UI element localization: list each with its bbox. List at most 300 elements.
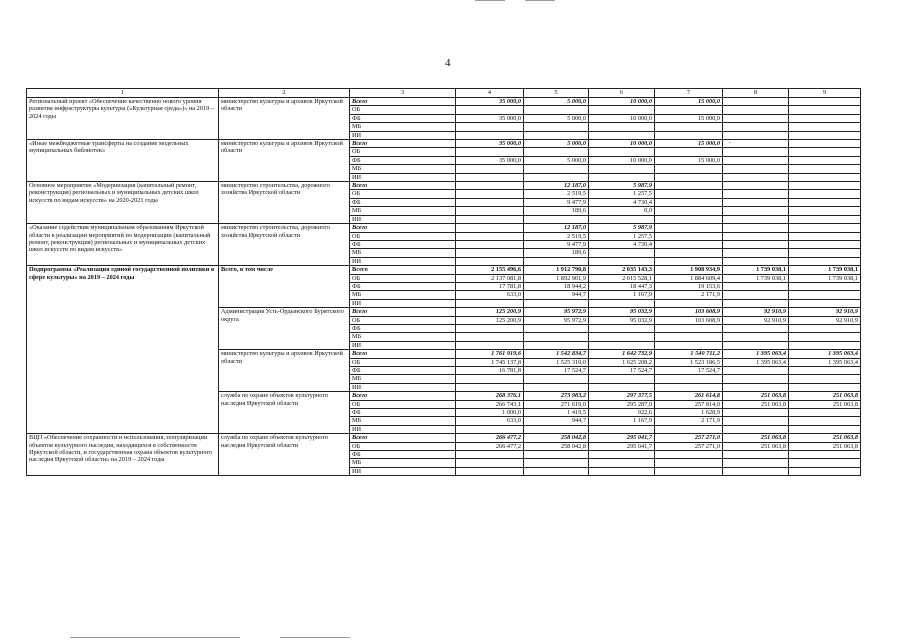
value-cell: [524, 165, 589, 173]
value-cell: [789, 123, 861, 131]
value-cell: 16 781,8: [456, 367, 524, 375]
value-cell: [655, 257, 723, 265]
value-cell: [524, 333, 589, 341]
value-cell: [456, 207, 524, 215]
source-label-cell: ФБ: [350, 240, 456, 248]
budget-table-body: [27, 89, 861, 476]
value-cell: 5 000,0: [524, 114, 589, 122]
source-label-cell: МБ: [350, 375, 456, 383]
source-label-cell: Всего: [350, 350, 456, 358]
value-cell: [789, 207, 861, 215]
source-label-cell: Всего: [350, 182, 456, 190]
value-cell: 258 042,8: [524, 442, 589, 450]
value-cell: 257 271,0: [655, 434, 723, 442]
value-cell: [456, 425, 524, 433]
value-cell: [723, 165, 789, 173]
source-label-cell: ИИ: [350, 383, 456, 391]
header-row: [27, 89, 861, 98]
value-cell: [789, 198, 861, 206]
executor-cell: министерство культуры и архивов Иркутской области: [219, 140, 350, 182]
value-cell: [524, 459, 589, 467]
value-cell: 1 000,0: [456, 409, 524, 417]
source-label-cell: МБ: [350, 249, 456, 257]
table-row: [27, 98, 861, 106]
budget-table: [26, 88, 861, 476]
scan-mark-bottom: [280, 637, 350, 638]
value-cell: 251 063,8: [723, 392, 789, 400]
source-label-cell: Всего: [350, 224, 456, 232]
value-cell: 15 000,0: [655, 156, 723, 164]
value-cell: 10 000,0: [589, 140, 655, 148]
value-cell: [655, 425, 723, 433]
source-label-cell: ФБ: [350, 451, 456, 459]
value-cell: 1 745 137,8: [456, 358, 524, 366]
value-cell: 273 983,2: [524, 392, 589, 400]
value-cell: [723, 123, 789, 131]
value-cell: [789, 409, 861, 417]
source-label-cell: ФБ: [350, 409, 456, 417]
source-label-cell: ИИ: [350, 173, 456, 181]
value-cell: [589, 467, 655, 475]
value-cell: 1 908 934,9: [655, 266, 723, 274]
value-cell: [456, 224, 524, 232]
value-cell: 125 200,9: [456, 316, 524, 324]
value-cell: [456, 173, 524, 181]
value-cell: [789, 341, 861, 349]
value-cell: [723, 232, 789, 240]
value-cell: [589, 333, 655, 341]
value-cell: 297 377,5: [589, 392, 655, 400]
source-label-cell: ОБ: [350, 358, 456, 366]
source-label-cell: МБ: [350, 459, 456, 467]
value-cell: [655, 299, 723, 307]
header-cell: 8: [723, 89, 789, 98]
value-cell: 1 739 038,1: [789, 266, 861, 274]
value-cell: [655, 324, 723, 332]
value-cell: 95 972,9: [524, 308, 589, 316]
table-row: [27, 182, 861, 190]
value-cell: 5 000,0: [524, 98, 589, 106]
value-cell: 95 972,9: [524, 316, 589, 324]
value-cell: [456, 215, 524, 223]
value-cell: 1 761 919,6: [456, 350, 524, 358]
value-cell: 103 608,9: [655, 308, 723, 316]
value-cell: 251 063,8: [789, 392, 861, 400]
value-cell: [524, 383, 589, 391]
scan-mark-bottom: [70, 637, 240, 638]
value-cell: 92 910,9: [789, 316, 861, 324]
executor-cell: министерство строительства, дорожного хозяйства Иркутской области: [219, 224, 350, 266]
header-cell: 7: [655, 89, 723, 98]
value-cell: [723, 182, 789, 190]
value-cell: [589, 299, 655, 307]
header-cell: 6: [589, 89, 655, 98]
value-cell: [789, 459, 861, 467]
value-cell: 17 524,7: [655, 367, 723, 375]
source-label-cell: МБ: [350, 165, 456, 173]
value-cell: 5 987,9: [589, 224, 655, 232]
value-cell: [789, 240, 861, 248]
value-cell: [456, 324, 524, 332]
value-cell: 1 542 834,7: [524, 350, 589, 358]
source-label-cell: ФБ: [350, 324, 456, 332]
value-cell: [524, 324, 589, 332]
value-cell: [789, 140, 861, 148]
source-label-cell: МБ: [350, 207, 456, 215]
scan-mark-top: [475, 0, 505, 1]
source-label-cell: МБ: [350, 417, 456, 425]
value-cell: [723, 173, 789, 181]
value-cell: [524, 106, 589, 114]
value-cell: [589, 148, 655, 156]
value-cell: [789, 451, 861, 459]
value-cell: [723, 98, 789, 106]
value-cell: [655, 182, 723, 190]
value-cell: 95 032,9: [589, 308, 655, 316]
value-cell: [589, 165, 655, 173]
program-name-cell: «Оказание содействия муниципальным образованиям Иркутской области в реализации мероприятий по модернизации (капитальный ремонт, реконструкция) региональных и муниципальных детских школ искусств по видам искусств»: [27, 224, 219, 266]
value-cell: 5 987,9: [589, 182, 655, 190]
value-cell: 95 032,9: [589, 316, 655, 324]
table-row: [27, 266, 861, 274]
value-cell: 251 063,8: [723, 442, 789, 450]
value-cell: [456, 240, 524, 248]
source-label-cell: ИИ: [350, 467, 456, 475]
value-cell: 1 739 038,1: [723, 274, 789, 282]
value-cell: [723, 291, 789, 299]
value-cell: [524, 425, 589, 433]
value-cell: [655, 232, 723, 240]
value-cell: [789, 165, 861, 173]
value-cell: 251 063,8: [723, 400, 789, 408]
value-cell: [456, 467, 524, 475]
value-cell: [655, 249, 723, 257]
source-label-cell: ОБ: [350, 190, 456, 198]
value-cell: [655, 224, 723, 232]
value-cell: 261 614,8: [655, 392, 723, 400]
value-cell: [456, 451, 524, 459]
value-cell: [655, 131, 723, 139]
value-cell: [789, 324, 861, 332]
value-cell: 35 000,0: [456, 98, 524, 106]
value-cell: 92 910,9: [723, 316, 789, 324]
value-cell: 257 814,0: [655, 400, 723, 408]
value-cell: 944,7: [524, 291, 589, 299]
value-cell: 2 155 496,6: [456, 266, 524, 274]
value-cell: [456, 383, 524, 391]
value-cell: 10 000,0: [589, 114, 655, 122]
value-cell: [456, 375, 524, 383]
value-cell: [723, 114, 789, 122]
value-cell: 258 042,8: [524, 434, 589, 442]
source-label-cell: ФБ: [350, 282, 456, 290]
value-cell: 17 524,7: [524, 367, 589, 375]
value-cell: 1 395 063,4: [789, 358, 861, 366]
value-cell: [524, 257, 589, 265]
value-cell: [456, 249, 524, 257]
value-cell: [723, 131, 789, 139]
source-label-cell: ОБ: [350, 232, 456, 240]
value-cell: [456, 148, 524, 156]
value-cell: 1 642 732,9: [589, 350, 655, 358]
value-cell: 2 035 143,3: [589, 266, 655, 274]
value-cell: 944,7: [524, 417, 589, 425]
value-cell: [723, 106, 789, 114]
value-cell: 1 628,9: [655, 409, 723, 417]
value-cell: [655, 383, 723, 391]
executor-cell: Администрация Усть-Ордынского Бурятского округа: [219, 308, 350, 350]
value-cell: [524, 173, 589, 181]
value-cell: 35 000,0: [456, 140, 524, 148]
value-cell: 1 739 038,1: [789, 274, 861, 282]
value-cell: [723, 249, 789, 257]
value-cell: [789, 190, 861, 198]
value-cell: [723, 417, 789, 425]
value-cell: [589, 324, 655, 332]
value-cell: [723, 207, 789, 215]
value-cell: [456, 123, 524, 131]
value-cell: 18 944,2: [524, 282, 589, 290]
program-name-cell: «Иные межбюджетные трансферты на создание модельных муниципальных библиотек»: [27, 140, 219, 182]
value-cell: 266 477,2: [456, 442, 524, 450]
value-cell: [723, 383, 789, 391]
value-cell: 251 063,8: [723, 434, 789, 442]
value-cell: 103 608,9: [655, 316, 723, 324]
value-cell: [655, 467, 723, 475]
value-cell: [589, 341, 655, 349]
value-cell: [789, 367, 861, 375]
value-cell: [723, 257, 789, 265]
value-cell: 1 540 711,2: [655, 350, 723, 358]
value-cell: [789, 106, 861, 114]
value-cell: 17 524,7: [589, 367, 655, 375]
value-cell: [524, 131, 589, 139]
value-cell: 295 041,7: [589, 434, 655, 442]
value-cell: [655, 190, 723, 198]
value-cell: [723, 333, 789, 341]
value-cell: [789, 224, 861, 232]
value-cell: [723, 409, 789, 417]
executor-cell: Всего, в том числе: [219, 266, 350, 308]
value-cell: 2 519,5: [524, 232, 589, 240]
source-label-cell: ИИ: [350, 425, 456, 433]
source-label-cell: ФБ: [350, 198, 456, 206]
value-cell: 1 892 901,9: [524, 274, 589, 282]
value-cell: [524, 215, 589, 223]
value-cell: [456, 299, 524, 307]
value-cell: 5 000,0: [524, 156, 589, 164]
value-cell: [589, 425, 655, 433]
value-cell: [789, 156, 861, 164]
value-cell: 295 041,7: [589, 442, 655, 450]
value-cell: [789, 282, 861, 290]
value-cell: 633,0: [456, 417, 524, 425]
value-cell: 2 015 528,1: [589, 274, 655, 282]
value-cell: [655, 341, 723, 349]
value-cell: [456, 131, 524, 139]
source-label-cell: ОБ: [350, 148, 456, 156]
value-cell: [723, 224, 789, 232]
value-cell: 266 743,1: [456, 400, 524, 408]
value-cell: [723, 240, 789, 248]
executor-cell: служба по охране объектов культурного наследия Иркутской области: [219, 434, 350, 476]
source-label-cell: ИИ: [350, 257, 456, 265]
value-cell: [723, 324, 789, 332]
value-cell: 1 257,5: [589, 232, 655, 240]
value-cell: 1 257,5: [589, 190, 655, 198]
value-cell: 35 000,0: [456, 156, 524, 164]
value-cell: 189,6: [524, 207, 589, 215]
value-cell: [789, 425, 861, 433]
value-cell: 1 419,5: [524, 409, 589, 417]
value-cell: [789, 249, 861, 257]
value-cell: [456, 182, 524, 190]
value-cell: [456, 232, 524, 240]
value-cell: [723, 367, 789, 375]
value-cell: 271 619,0: [524, 400, 589, 408]
value-cell: [456, 333, 524, 341]
source-label-cell: ОБ: [350, 274, 456, 282]
header-cell: 4: [456, 89, 524, 98]
value-cell: [723, 140, 789, 148]
source-label-cell: ФБ: [350, 114, 456, 122]
value-cell: 1 395 063,4: [723, 358, 789, 366]
value-cell: [723, 282, 789, 290]
value-cell: 5 000,0: [524, 140, 589, 148]
value-cell: [723, 215, 789, 223]
program-name-cell: Региональный проект «Обеспечение качественно нового уровня развития инфраструктуры культуры («Культурная среда»)» на 2019 – 2024 годы: [27, 98, 219, 140]
value-cell: [723, 156, 789, 164]
source-label-cell: Всего: [350, 308, 456, 316]
value-cell: [789, 383, 861, 391]
value-cell: [655, 106, 723, 114]
value-cell: [524, 375, 589, 383]
value-cell: [589, 123, 655, 131]
value-cell: 92 910,9: [789, 308, 861, 316]
value-cell: 268 376,1: [456, 392, 524, 400]
value-cell: [524, 467, 589, 475]
value-cell: 2 171,9: [655, 417, 723, 425]
value-cell: [589, 383, 655, 391]
header-cell: 9: [789, 89, 861, 98]
value-cell: [589, 459, 655, 467]
value-cell: [789, 173, 861, 181]
value-cell: 922,6: [589, 409, 655, 417]
value-cell: [524, 148, 589, 156]
page-number: 4: [445, 57, 451, 69]
source-label-cell: МБ: [350, 291, 456, 299]
value-cell: [524, 341, 589, 349]
executor-cell: министерство строительства, дорожного хозяйства Иркутской области: [219, 182, 350, 224]
value-cell: 633,0: [456, 291, 524, 299]
value-cell: [589, 257, 655, 265]
value-cell: 92 910,9: [723, 308, 789, 316]
value-cell: 17 781,8: [456, 282, 524, 290]
value-cell: 12 187,0: [524, 182, 589, 190]
value-cell: 35 000,0: [456, 114, 524, 122]
value-cell: [589, 131, 655, 139]
source-label-cell: Всего: [350, 392, 456, 400]
program-name-cell: Основное мероприятие «Модернизация (капитальный ремонт, реконструкция) региональных и муниципальных детских школ искусств по видам искусств» на 2020-2021 годы: [27, 182, 219, 224]
value-cell: [456, 165, 524, 173]
value-cell: 1 395 063,4: [723, 350, 789, 358]
value-cell: 251 063,8: [789, 442, 861, 450]
source-label-cell: МБ: [350, 333, 456, 341]
value-cell: 4 730,4: [589, 240, 655, 248]
value-cell: 1 167,9: [589, 417, 655, 425]
source-label-cell: ОБ: [350, 106, 456, 114]
value-cell: 1 884 609,4: [655, 274, 723, 282]
source-label-cell: Всего: [350, 98, 456, 106]
source-label-cell: ИИ: [350, 131, 456, 139]
value-cell: [655, 459, 723, 467]
source-label-cell: ФБ: [350, 156, 456, 164]
value-cell: [456, 459, 524, 467]
value-cell: [456, 106, 524, 114]
source-label-cell: ИИ: [350, 299, 456, 307]
program-name-cell: ВЦП «Обеспечение сохранности и использования, популяризации объектов культурного наследия, находящихся в собственности Иркутской области, и государственная охрана объектов культурного наследия Иркутской области» на 2019 – 2024 годы: [27, 434, 219, 476]
value-cell: [655, 207, 723, 215]
value-cell: [789, 375, 861, 383]
value-cell: [524, 123, 589, 131]
value-cell: 1 912 790,8: [524, 266, 589, 274]
value-cell: 9 477,9: [524, 240, 589, 248]
value-cell: 1 625 208,2: [589, 358, 655, 366]
value-cell: [789, 417, 861, 425]
table-row: [27, 434, 861, 442]
value-cell: 266 477,2: [456, 434, 524, 442]
table-row: [27, 224, 861, 232]
value-cell: 1 523 186,5: [655, 358, 723, 366]
value-cell: [723, 190, 789, 198]
value-cell: [723, 459, 789, 467]
executor-cell: министерство культуры и архивов Иркутской области: [219, 350, 350, 392]
value-cell: 295 287,0: [589, 400, 655, 408]
value-cell: 251 063,8: [789, 434, 861, 442]
value-cell: [655, 123, 723, 131]
value-cell: 15 000,0: [655, 140, 723, 148]
value-cell: [723, 198, 789, 206]
value-cell: [655, 333, 723, 341]
value-cell: [789, 98, 861, 106]
value-cell: [723, 467, 789, 475]
value-cell: 15 000,0: [655, 98, 723, 106]
value-cell: [789, 299, 861, 307]
value-cell: [789, 333, 861, 341]
value-cell: 1 525 310,0: [524, 358, 589, 366]
value-cell: [789, 114, 861, 122]
value-cell: 1 395 063,4: [789, 350, 861, 358]
source-label-cell: ОБ: [350, 316, 456, 324]
value-cell: [456, 198, 524, 206]
value-cell: [589, 375, 655, 383]
value-cell: 0,0: [589, 207, 655, 215]
scan-mark-top: [525, 0, 555, 1]
value-cell: [723, 148, 789, 156]
value-cell: [524, 299, 589, 307]
value-cell: [655, 148, 723, 156]
value-cell: [655, 375, 723, 383]
value-cell: [655, 165, 723, 173]
header-cell: 2: [219, 89, 350, 98]
table-row: [27, 140, 861, 148]
value-cell: [723, 451, 789, 459]
header-cell: 5: [524, 89, 589, 98]
value-cell: [655, 240, 723, 248]
value-cell: [789, 215, 861, 223]
source-label-cell: ИИ: [350, 341, 456, 349]
value-cell: [789, 148, 861, 156]
